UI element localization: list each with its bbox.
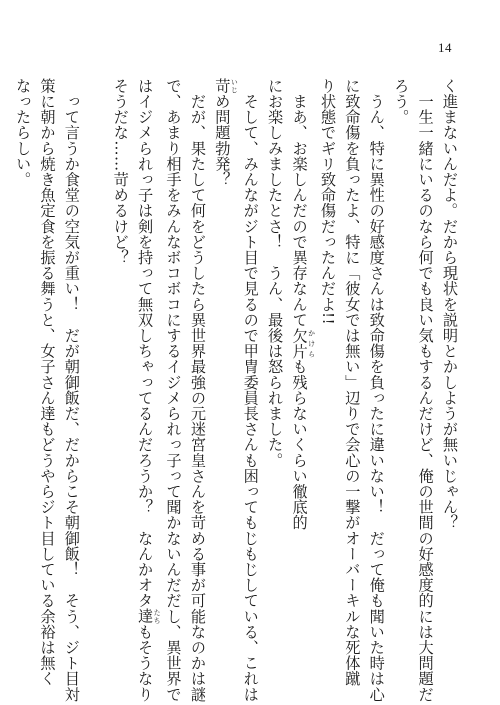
text-segment: め問題勃発？ bbox=[213, 93, 232, 188]
ruby-reading: いじ bbox=[230, 78, 239, 94]
text-segment: はイジメられっ子は剣を持って無双しちゃってるんだろうか？ なんかオタ bbox=[136, 78, 155, 609]
ruby-word bbox=[213, 78, 239, 94]
text-line: に致命傷を負ったよ、特に「彼女では無い」辺りで会心の一撃がオーバーキルな死体蹴 bbox=[343, 78, 362, 687]
text-line: く進まないんだよ。だから現状を説明とかしようが無いじゃん？ bbox=[441, 78, 459, 531]
text-segment: もそうなり bbox=[136, 624, 155, 703]
text-line: ろう。 bbox=[392, 78, 411, 125]
ruby-base: 欠片 bbox=[290, 327, 309, 359]
ruby-word bbox=[290, 327, 316, 359]
text-line: で、あまり相手をみんなボコボコにするイジメられっ子って聞かないんだだし、異世界で bbox=[164, 78, 183, 702]
text-line: そうだな……苛めるけど？ bbox=[111, 78, 130, 266]
ruby-word bbox=[136, 608, 162, 625]
text-line: にお楽しみましたとさ！ うん、最後は怒られました。 bbox=[266, 78, 285, 468]
text-line: だが、果たして何をどうしたら異世界最強の元迷宮皇さんを苛める事が可能なのかは謎 bbox=[188, 78, 207, 702]
text-line: なったらしい。 bbox=[14, 78, 33, 188]
text-line bbox=[287, 78, 315, 678]
text-line: って言うか食堂の空気が重い！ だが朝御飯だ、だからこそ朝御飯！ そう、ジト目対 bbox=[62, 78, 81, 702]
ruby-reading: たち bbox=[153, 608, 162, 624]
ruby-base: 達 bbox=[136, 608, 155, 625]
text-segment: も残らないくらい徹底的 bbox=[290, 358, 309, 531]
body-text bbox=[14, 78, 462, 703]
text-line bbox=[133, 78, 162, 703]
text-line bbox=[210, 78, 238, 678]
page-number: 14 bbox=[438, 40, 452, 55]
ruby-reading: かけら bbox=[307, 327, 316, 359]
text-line: 一生一緒にいるのなら何でも良い気もするんだけど、俺の世間の好感度的には大問題だ bbox=[416, 78, 435, 702]
text-line: そして、みんながジト目で見るので甲冑委員長さんも困ってもじもじしている、これは bbox=[241, 78, 260, 702]
ruby-base: 苛 bbox=[213, 78, 232, 94]
text-segment: まあ、お楽しんだので異存なんて bbox=[290, 78, 309, 328]
blank-line bbox=[84, 78, 108, 678]
text-line: り状態でギリ致命傷だったんだよ!! bbox=[318, 78, 337, 326]
text-line: うん、特に異性の好感度さんは致命傷を負ったに違いない！ だって俺も聞いた時は心 bbox=[367, 78, 386, 702]
text-line: 策に朝から焼き魚定食を振る舞うと、女子さん達もどうやらジト目している余裕は無く bbox=[38, 78, 57, 687]
